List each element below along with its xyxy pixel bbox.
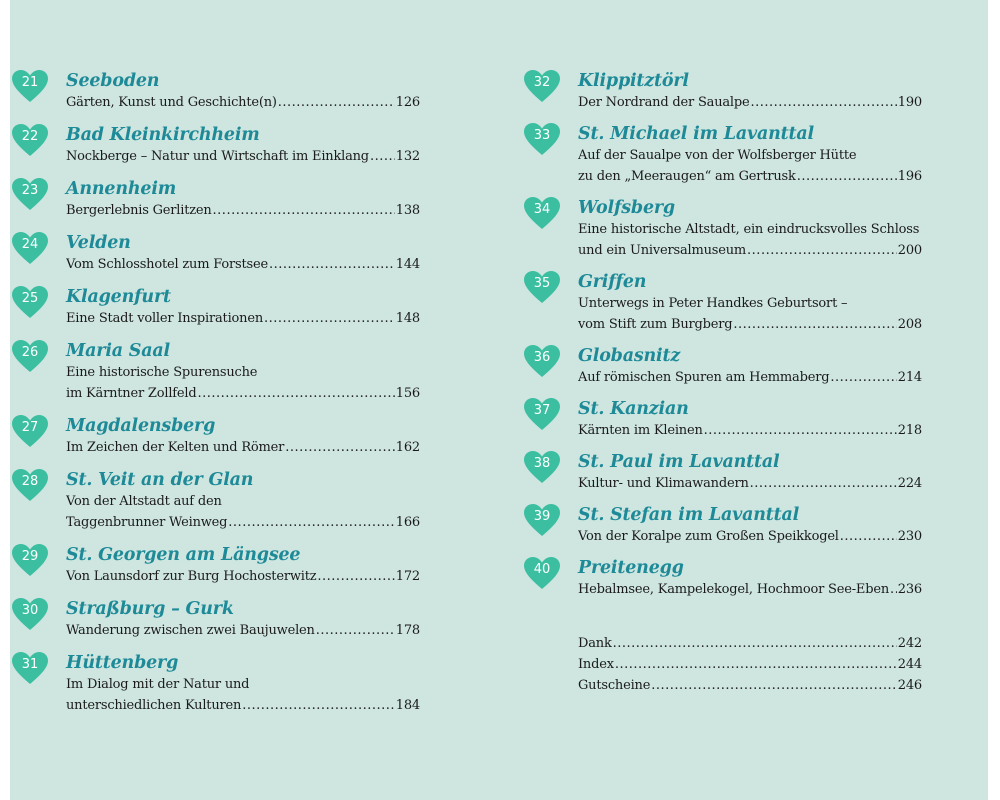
toc-entry[interactable] (10, 415, 420, 458)
dot-leader (370, 146, 395, 167)
dot-leader (704, 420, 897, 441)
heart-icon (524, 504, 560, 538)
heart-icon (524, 197, 560, 231)
toc-entry[interactable] (10, 469, 420, 533)
dot-leader (830, 367, 896, 388)
page-number: 236 (897, 582, 922, 597)
back-matter-item[interactable] (578, 654, 922, 675)
page-number: 242 (897, 636, 922, 651)
entry-subtitle-line (578, 526, 922, 547)
entry-title[interactable]: Magdalensberg (66, 416, 216, 436)
back-matter-label: Index (578, 657, 614, 672)
entry-subtitle: Von der Altstadt auf den (66, 494, 222, 509)
entry-subtitle: Kultur- und Klimawandern (578, 476, 749, 491)
toc-entry[interactable] (10, 544, 420, 587)
entry-subtitle: Auf der Saualpe von der Wolfsberger Hütte (578, 148, 857, 163)
entry-subtitle: Hebalmsee, Kampelekogel, Hochmoor See-Eben (578, 582, 890, 597)
entry-title[interactable]: St. Paul im Lavanttal (578, 452, 780, 472)
dot-leader (197, 383, 394, 404)
entry-subtitle-line (578, 166, 922, 187)
entry-subtitle-line (66, 254, 420, 275)
toc-entry[interactable] (10, 178, 420, 221)
heart-icon (12, 652, 48, 686)
heart-icon (524, 70, 560, 104)
entry-spacer (522, 113, 922, 123)
entry-spacer (10, 587, 420, 598)
page-number: 166 (395, 515, 420, 530)
entry-subtitle: und ein Universalmuseum (578, 243, 747, 258)
entry-subtitle-line (66, 512, 420, 533)
entry-title[interactable]: Hüttenberg (66, 653, 179, 673)
entry-spacer (10, 329, 420, 340)
entry-subtitle-line (66, 362, 420, 383)
entry-spacer (522, 261, 922, 271)
toc-entry[interactable] (10, 598, 420, 641)
entry-number: 40 (533, 562, 551, 577)
back-matter-item[interactable] (578, 633, 922, 654)
entry-number: 24 (21, 237, 39, 252)
entry-title[interactable]: Klagenfurt (66, 287, 171, 307)
heart-icon (12, 469, 48, 503)
dot-leader (242, 695, 395, 716)
toc-entry[interactable] (522, 271, 922, 335)
entry-number: 36 (533, 350, 551, 365)
heart-icon (12, 598, 48, 632)
dot-leader (613, 633, 897, 654)
entry-subtitle: Vom Schlosshotel zum Forstsee (66, 257, 268, 272)
entry-title[interactable]: Preitenegg (578, 558, 684, 578)
toc-entry[interactable] (522, 123, 922, 187)
heart-icon (12, 544, 48, 578)
entry-subtitle-line (578, 314, 922, 335)
entry-subtitle: zu den „Meeraugen“ am Gertrusk (578, 169, 796, 184)
entry-subtitle-line (578, 293, 922, 314)
page-number: 224 (897, 476, 922, 491)
entry-title[interactable]: Annenheim (66, 179, 177, 199)
page-number: 200 (897, 243, 922, 258)
entry-title[interactable]: Velden (66, 233, 131, 253)
entry-number: 23 (21, 183, 39, 198)
entry-spacer (10, 458, 420, 469)
entry-subtitle-line (578, 145, 922, 166)
entry-number: 29 (21, 549, 39, 564)
back-matter-label: Dank (578, 636, 612, 651)
entry-subtitle: Im Zeichen der Kelten und Römer (66, 440, 285, 455)
entry-number: 39 (533, 509, 551, 524)
entry-number: 22 (21, 129, 39, 144)
entry-subtitle: Wanderung zwischen zwei Baujuwelen (66, 623, 315, 638)
dot-leader (651, 675, 897, 696)
entry-title[interactable]: Bad Kleinkirchheim (66, 125, 260, 145)
heart-icon (524, 398, 560, 432)
toc-entry[interactable] (10, 124, 420, 167)
dot-leader (278, 92, 395, 113)
entry-spacer (10, 533, 420, 544)
entry-title[interactable]: St. Michael im Lavanttal (578, 124, 815, 144)
entry-number: 21 (21, 75, 39, 90)
entry-number: 35 (533, 276, 551, 291)
dot-leader (213, 200, 395, 221)
entry-title[interactable]: Griffen (578, 272, 647, 292)
heart-icon (524, 345, 560, 379)
entry-subtitle-line (66, 491, 420, 512)
entry-subtitle: Eine historische Altstadt, ein eindrucksvolles Schloss (578, 222, 920, 237)
toc-entries-right (522, 70, 922, 600)
page-number: 138 (395, 203, 420, 218)
page-number: 162 (395, 440, 420, 455)
toc-entry[interactable] (522, 398, 922, 441)
entry-title[interactable]: Seeboden (66, 71, 160, 91)
entry-title[interactable]: Straßburg – Gurk (66, 599, 234, 619)
entry-spacer (10, 113, 420, 124)
entry-subtitle: Kärnten im Kleinen (578, 423, 703, 438)
page-number: 156 (395, 386, 420, 401)
heart-icon (12, 232, 48, 266)
entry-subtitle-line (66, 620, 420, 641)
entry-subtitle-line (66, 566, 420, 587)
heart-icon (12, 124, 48, 158)
entry-subtitle: Bergerlebnis Gerlitzen (66, 203, 212, 218)
entry-subtitle-line (66, 383, 420, 404)
heart-icon (12, 415, 48, 449)
entry-subtitle: unterschiedlichen Kulturen (66, 698, 242, 713)
toc-entry[interactable] (522, 557, 922, 600)
entry-subtitle: vom Stift zum Burgberg (578, 317, 733, 332)
entry-spacer (522, 187, 922, 197)
entry-spacer (522, 388, 922, 398)
entry-subtitle-line (66, 437, 420, 458)
dot-leader (750, 473, 897, 494)
dot-leader (840, 526, 897, 547)
entry-subtitle: Im Dialog mit der Natur und (66, 677, 250, 692)
toc-entry[interactable] (10, 70, 420, 113)
entry-number: 28 (21, 474, 39, 489)
toc-entry[interactable] (522, 504, 922, 547)
entry-subtitle: Nockberge – Natur und Wirtschaft im Einklang (66, 149, 369, 164)
entry-subtitle: Der Nordrand der Saualpe (578, 95, 750, 110)
back-matter-item[interactable] (578, 675, 922, 696)
entry-subtitle: Von Launsdorf zur Burg Hochosterwitz (66, 569, 317, 584)
entry-title[interactable]: St. Kanzian (578, 399, 689, 419)
entry-subtitle-line (66, 674, 420, 695)
page-number: 246 (897, 678, 922, 693)
toc-entry[interactable] (10, 286, 420, 329)
toc-entry[interactable] (10, 652, 420, 716)
entry-subtitle-line (578, 579, 922, 600)
dot-leader (615, 654, 897, 675)
entry-subtitle: Unterwegs in Peter Handkes Geburtsort – (578, 296, 848, 311)
entry-spacer (10, 167, 420, 178)
entry-spacer (10, 641, 420, 652)
dot-leader (747, 240, 897, 261)
page-number: 196 (897, 169, 922, 184)
entry-number: 37 (533, 403, 551, 418)
entry-subtitle-line (66, 695, 420, 716)
toc-entry[interactable] (522, 197, 922, 261)
dot-leader (317, 566, 394, 587)
page-number: 172 (395, 569, 420, 584)
entry-subtitle-line (578, 219, 922, 240)
entry-subtitle-line (66, 146, 420, 167)
dot-leader (733, 314, 896, 335)
dot-leader (285, 437, 395, 458)
page-number: 132 (395, 149, 420, 164)
entry-number: 27 (21, 420, 39, 435)
entry-spacer (10, 275, 420, 286)
entry-subtitle-line (578, 367, 922, 388)
entry-subtitle: Von der Koralpe zum Großen Speikkogel (578, 529, 839, 544)
entry-spacer (522, 441, 922, 451)
dot-leader (797, 166, 897, 187)
entry-title[interactable]: St. Georgen am Längsee (66, 545, 301, 565)
entry-subtitle-line (578, 92, 922, 113)
entry-spacer (10, 221, 420, 232)
toc-entry[interactable] (522, 451, 922, 494)
heart-icon (12, 286, 48, 320)
entry-title[interactable]: Globasnitz (578, 346, 681, 366)
toc-column-left (10, 70, 420, 716)
entry-subtitle-line (578, 240, 922, 261)
heart-icon (12, 340, 48, 374)
entry-subtitle: Auf römischen Spuren am Hemmaberg (578, 370, 830, 385)
page-number: 190 (897, 95, 922, 110)
page-number: 144 (395, 257, 420, 272)
dot-leader (890, 579, 897, 600)
dot-leader (228, 512, 394, 533)
entry-subtitle: Eine Stadt voller Inspirationen (66, 311, 264, 326)
toc-column-right (522, 70, 922, 696)
entry-subtitle-line (578, 473, 922, 494)
entry-subtitle-line (66, 92, 420, 113)
entry-title[interactable]: Maria Saal (66, 341, 170, 361)
entry-number: 26 (21, 345, 39, 360)
entry-subtitle: Eine historische Spurensuche (66, 365, 258, 380)
entry-spacer (10, 404, 420, 415)
entry-spacer (522, 335, 922, 345)
page-number: 184 (395, 698, 420, 713)
back-matter (522, 633, 922, 696)
toc-entry[interactable] (522, 70, 922, 113)
entry-number: 32 (533, 75, 551, 90)
heart-icon (524, 451, 560, 485)
dot-leader (264, 308, 395, 329)
dot-leader (269, 254, 395, 275)
page-number: 208 (897, 317, 922, 332)
toc-entry[interactable] (522, 345, 922, 388)
heart-icon (12, 70, 48, 104)
page-number: 178 (395, 623, 420, 638)
heart-icon (524, 557, 560, 591)
entry-spacer (522, 494, 922, 504)
page-number: 244 (897, 657, 922, 672)
entry-spacer (522, 547, 922, 557)
entry-subtitle-line (66, 200, 420, 221)
toc-entry[interactable] (10, 340, 420, 404)
toc-entry[interactable] (10, 232, 420, 275)
entry-number: 38 (533, 456, 551, 471)
entry-subtitle: Taggenbrunner Weinweg (66, 515, 228, 530)
entry-number: 33 (533, 128, 551, 143)
page-number: 148 (395, 311, 420, 326)
heart-icon (12, 178, 48, 212)
entry-title[interactable]: St. Veit an der Glan (66, 470, 254, 490)
heart-icon (524, 123, 560, 157)
entry-number: 31 (21, 657, 39, 672)
back-matter-label: Gutscheine (578, 678, 651, 693)
toc-page (10, 0, 988, 800)
entry-subtitle-line (66, 308, 420, 329)
entry-title[interactable]: Wolfsberg (578, 198, 675, 218)
dot-leader (751, 92, 897, 113)
page-number: 126 (395, 95, 420, 110)
heart-icon (524, 271, 560, 305)
dot-leader (316, 620, 395, 641)
page-number: 230 (897, 529, 922, 544)
entry-number: 25 (21, 291, 39, 306)
entry-number: 30 (21, 603, 39, 618)
page-number: 218 (897, 423, 922, 438)
entry-subtitle: im Kärntner Zollfeld (66, 386, 197, 401)
entry-subtitle: Gärten, Kunst und Geschichte(n) (66, 95, 277, 110)
page-number: 214 (897, 370, 922, 385)
entry-number: 34 (533, 202, 551, 217)
entry-subtitle-line (578, 420, 922, 441)
entry-title[interactable]: St. Stefan im Lavanttal (578, 505, 800, 525)
entry-title[interactable]: Klippitztörl (578, 71, 689, 91)
